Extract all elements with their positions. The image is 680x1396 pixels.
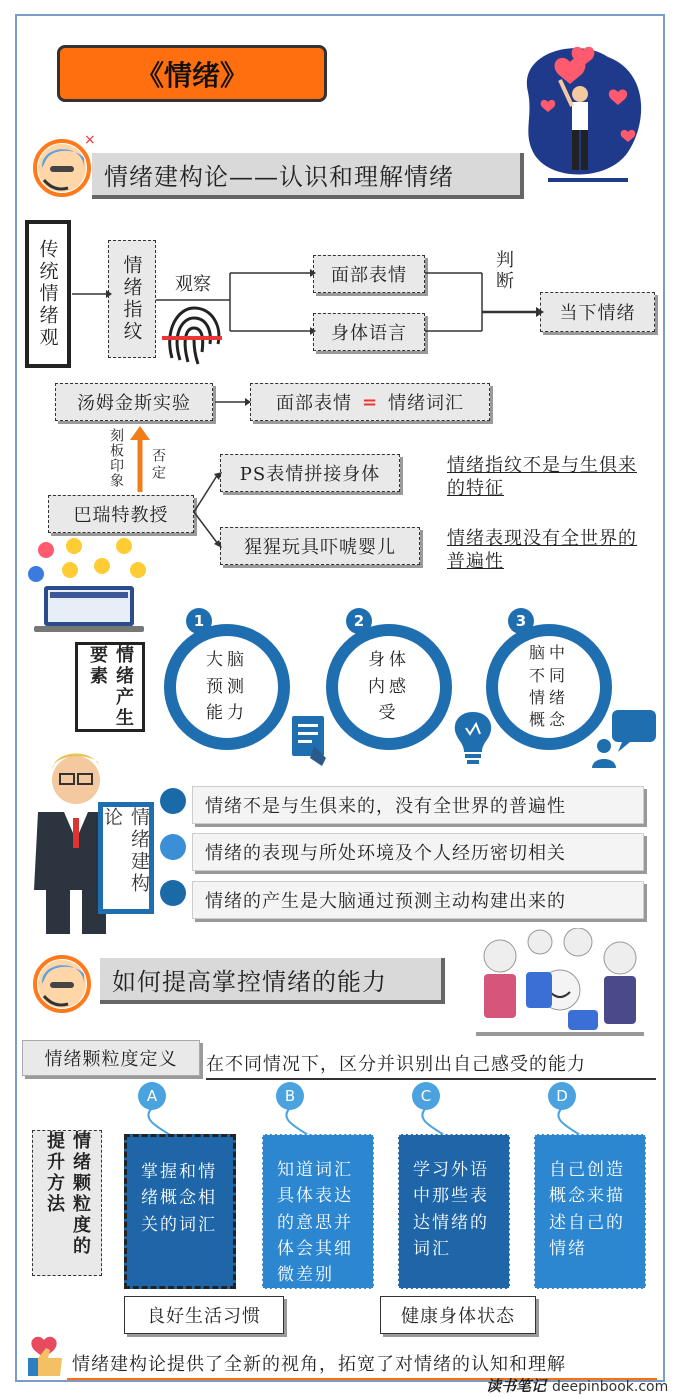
construct-point-2: 情绪的表现与所处环境及个人经历密切相关 bbox=[192, 833, 644, 871]
barrett-exp2-box: 猩猩玩具吓唬婴儿 bbox=[220, 527, 420, 565]
facial-expression-box: 面部表情 bbox=[313, 255, 425, 293]
construct-point-3: 情绪的产生是大脑通过预测主动构建出来的 bbox=[192, 881, 644, 919]
tomkins-arrow bbox=[213, 392, 253, 412]
judge-label: 判断 bbox=[493, 250, 514, 292]
chat-person-icon bbox=[588, 706, 658, 770]
lightbulb-icon bbox=[448, 708, 498, 768]
habit-healthy-body: 健康身体状态 bbox=[380, 1296, 536, 1334]
observe-label: 观察 bbox=[175, 274, 211, 295]
barrett-exp1-box: PS表情拼接身体 bbox=[220, 454, 400, 492]
habit-good-life: 良好生活习惯 bbox=[124, 1296, 284, 1334]
barrett-branch-arrows bbox=[192, 470, 224, 550]
card-c-tag: C bbox=[412, 1082, 440, 1110]
method-card-b: 知道词汇具体表达的意思并体会其细微差别 bbox=[262, 1134, 374, 1289]
traditional-flow-arrows bbox=[70, 240, 545, 350]
method-card-a: 掌握和情绪概念相关的词汇 bbox=[124, 1134, 236, 1289]
summary-text: 情绪建构论提供了全新的视角，拓宽了对情绪的认知和理解 bbox=[72, 1354, 566, 1375]
barrett-conclusion1: 情绪指纹不是与生俱来的特征 bbox=[447, 455, 637, 500]
equals-sign: = bbox=[361, 391, 379, 413]
traditional-view-label: 传统情绪观 bbox=[25, 220, 71, 368]
document-hand-icon bbox=[286, 712, 336, 768]
element-1-number: 1 bbox=[186, 608, 212, 634]
page-title: 《情绪》 bbox=[57, 45, 327, 102]
watermark bbox=[486, 1375, 668, 1396]
watermark-brand: 读书笔记 bbox=[486, 1377, 547, 1395]
tomkins-result-left: 面部表情 bbox=[275, 393, 352, 414]
element-1-text: 大脑预测能力 bbox=[206, 650, 248, 724]
thumbs-up-heart-icon bbox=[24, 1334, 68, 1380]
element-2-text: 身体内感受 bbox=[368, 650, 410, 724]
granularity-definition: 在不同情况下，区分并识别出自己感受的能力 bbox=[206, 1050, 656, 1080]
methods-label: 情绪颗粒度的提升方法 bbox=[32, 1130, 102, 1276]
granularity-definition-label: 情绪颗粒度定义 bbox=[22, 1040, 200, 1076]
current-emotion-box: 当下情绪 bbox=[540, 292, 655, 332]
support-agent-icon-2 bbox=[32, 944, 102, 1016]
section2-heading: 如何提高掌控情绪的能力 bbox=[100, 958, 445, 1004]
element-3-text: 脑中不同情绪概念 bbox=[528, 643, 569, 730]
element-circle-1 bbox=[164, 624, 290, 750]
barrett-conclusion2: 情绪表现没有全世界的普遍性 bbox=[447, 528, 637, 573]
tomkins-result-box bbox=[250, 383, 490, 421]
svg-text:×: × bbox=[84, 132, 96, 148]
element-3-number: 3 bbox=[508, 608, 534, 634]
element-2-number: 2 bbox=[346, 608, 372, 634]
barrett-professor-box: 巴瑞特教授 bbox=[48, 495, 194, 533]
tomkins-experiment-box: 汤姆金斯实验 bbox=[55, 383, 213, 421]
card-b-tag: B bbox=[276, 1082, 304, 1110]
hearts-person-illustration bbox=[508, 32, 650, 188]
section1-heading: 情绪建构论——认识和理解情绪 bbox=[92, 153, 524, 199]
card-d-tag: D bbox=[548, 1082, 576, 1110]
watermark-url: deepinbook.com bbox=[552, 1379, 669, 1395]
construct-theory-label: 情绪建构论 bbox=[98, 802, 154, 914]
elements-label: 情绪产生要素 bbox=[75, 642, 145, 732]
point-dot-1 bbox=[160, 788, 186, 814]
construct-point-1: 情绪不是与生俱来的，没有全世界的普遍性 bbox=[192, 786, 644, 824]
point-dot-3 bbox=[160, 880, 186, 906]
emoji-people-illustration bbox=[470, 928, 650, 1040]
deny-label: 否定 bbox=[150, 448, 166, 482]
tomkins-result-right: 情绪词汇 bbox=[388, 393, 465, 414]
laptop-social-icon bbox=[28, 536, 158, 636]
emotion-fingerprint-box: 情绪指纹 bbox=[108, 240, 156, 358]
card-a-tag: A bbox=[138, 1082, 166, 1110]
stereotype-label: 刻板印象 bbox=[108, 428, 124, 488]
body-language-box: 身体语言 bbox=[313, 313, 425, 351]
element-circle-2 bbox=[326, 624, 452, 750]
method-card-c: 学习外语中那些表达情绪的词汇 bbox=[398, 1134, 510, 1289]
point-dot-2 bbox=[160, 834, 186, 860]
method-card-d: 自己创造概念来描述自己的情绪 bbox=[534, 1134, 646, 1289]
